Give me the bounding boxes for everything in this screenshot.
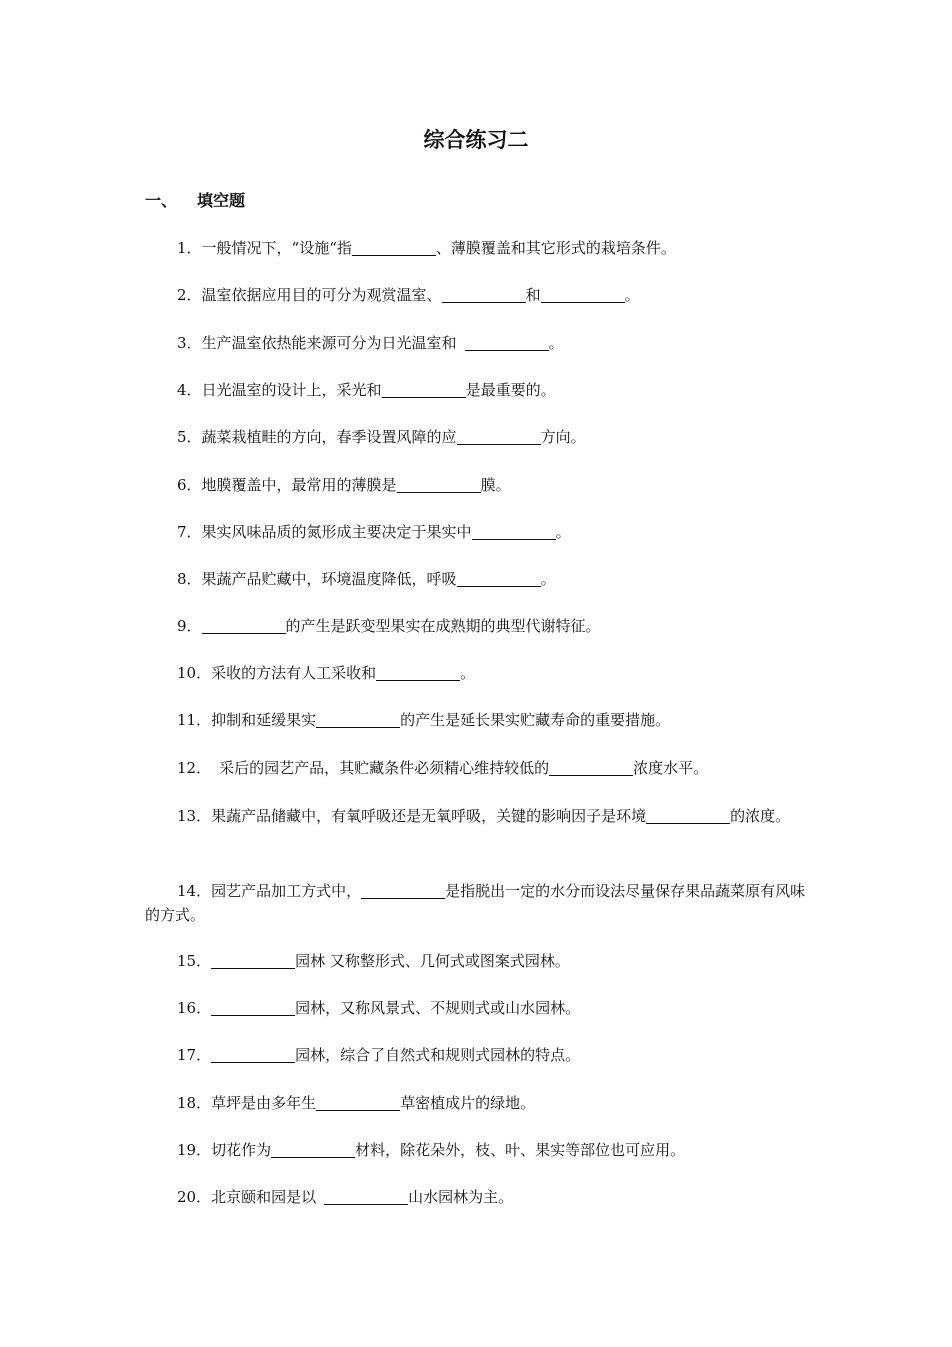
question-6: 6．地膜覆盖中，最常用的薄膜是 膜。 bbox=[177, 476, 511, 494]
answer-blank[interactable] bbox=[211, 953, 295, 969]
question-11: 11．抑制和延缓果实 的产生是延长果实贮藏寿命的重要措施。 bbox=[177, 711, 671, 729]
answer-blank[interactable] bbox=[442, 287, 526, 303]
question-17: 17． 园林，综合了自然式和规则式园林的特点。 bbox=[177, 1046, 581, 1064]
section-number: 一、 bbox=[145, 191, 178, 210]
question-3: 3．生产温室依热能来源可分为日光温室和 。 bbox=[177, 334, 564, 352]
question-5: 5．蔬菜栽植畦的方向，春季设置风障的应 方向。 bbox=[177, 428, 586, 446]
answer-blank[interactable] bbox=[646, 808, 730, 824]
answer-blank[interactable] bbox=[316, 1095, 400, 1111]
question-1: 1．一般情况下，“设施“指 、薄膜覆盖和其它形式的栽培条件。 bbox=[177, 239, 676, 257]
answer-blank[interactable] bbox=[352, 240, 436, 256]
answer-blank[interactable] bbox=[397, 477, 481, 493]
section-heading bbox=[145, 188, 245, 211]
answer-blank[interactable] bbox=[541, 287, 625, 303]
answer-blank[interactable] bbox=[324, 1189, 408, 1205]
question-16: 16． 园林，又称风景式、不规则式或山水园林。 bbox=[177, 999, 581, 1017]
section-label: 填空题 bbox=[197, 191, 246, 210]
question-10: 10．采收的方法有人工采收和 。 bbox=[177, 664, 476, 682]
page-title: 综合练习二 bbox=[423, 127, 529, 152]
question-2: 2．温室依据应用目的可分为观赏温室、 和 。 bbox=[177, 286, 640, 304]
question-8: 8．果蔬产品贮藏中，环境温度降低，呼吸 。 bbox=[177, 570, 556, 588]
answer-blank[interactable] bbox=[202, 618, 286, 634]
answer-blank[interactable] bbox=[457, 429, 541, 445]
question-12: 12． 采后的园艺产品，其贮藏条件必须精心维持较低的 浓度水平。 bbox=[177, 759, 709, 777]
question-20: 20．北京颐和园是以 山水园林为主。 bbox=[177, 1188, 514, 1206]
answer-blank[interactable] bbox=[465, 335, 549, 351]
answer-blank[interactable] bbox=[376, 665, 460, 681]
answer-blank[interactable] bbox=[549, 760, 633, 776]
answer-blank[interactable] bbox=[211, 1047, 295, 1063]
answer-blank[interactable] bbox=[316, 712, 400, 728]
question-7: 7．果实风味品质的氮形成主要决定于果实中 。 bbox=[177, 523, 571, 541]
answer-blank[interactable] bbox=[361, 883, 445, 899]
answer-blank[interactable] bbox=[472, 524, 556, 540]
answer-blank[interactable] bbox=[382, 382, 466, 398]
question-18: 18．草坪是由多年生 草密植成片的绿地。 bbox=[177, 1094, 536, 1112]
question-14: 14．园艺产品加工方式中， 是指脱出一定的水分而设法尽量保存果品蔬菜原有风味的方式。 bbox=[145, 882, 806, 924]
question-4: 4．日光温室的设计上，采光和 是最重要的。 bbox=[177, 381, 556, 399]
question-9: 9． 的产生是跃变型果实在成熟期的典型代谢特征。 bbox=[177, 617, 601, 635]
question-15: 15． 园林 又称整形式、几何式或图案式园林。 bbox=[177, 952, 570, 970]
question-19: 19．切花作为 材料，除花朵外，枝、叶、果实等部位也可应用。 bbox=[177, 1141, 686, 1159]
answer-blank[interactable] bbox=[457, 571, 541, 587]
question-13: 13．果蔬产品储藏中，有氧呼吸还是无氧呼吸，关键的影响因子是环境 的浓度。 bbox=[177, 807, 791, 825]
answer-blank[interactable] bbox=[211, 1000, 295, 1016]
answer-blank[interactable] bbox=[271, 1142, 355, 1158]
